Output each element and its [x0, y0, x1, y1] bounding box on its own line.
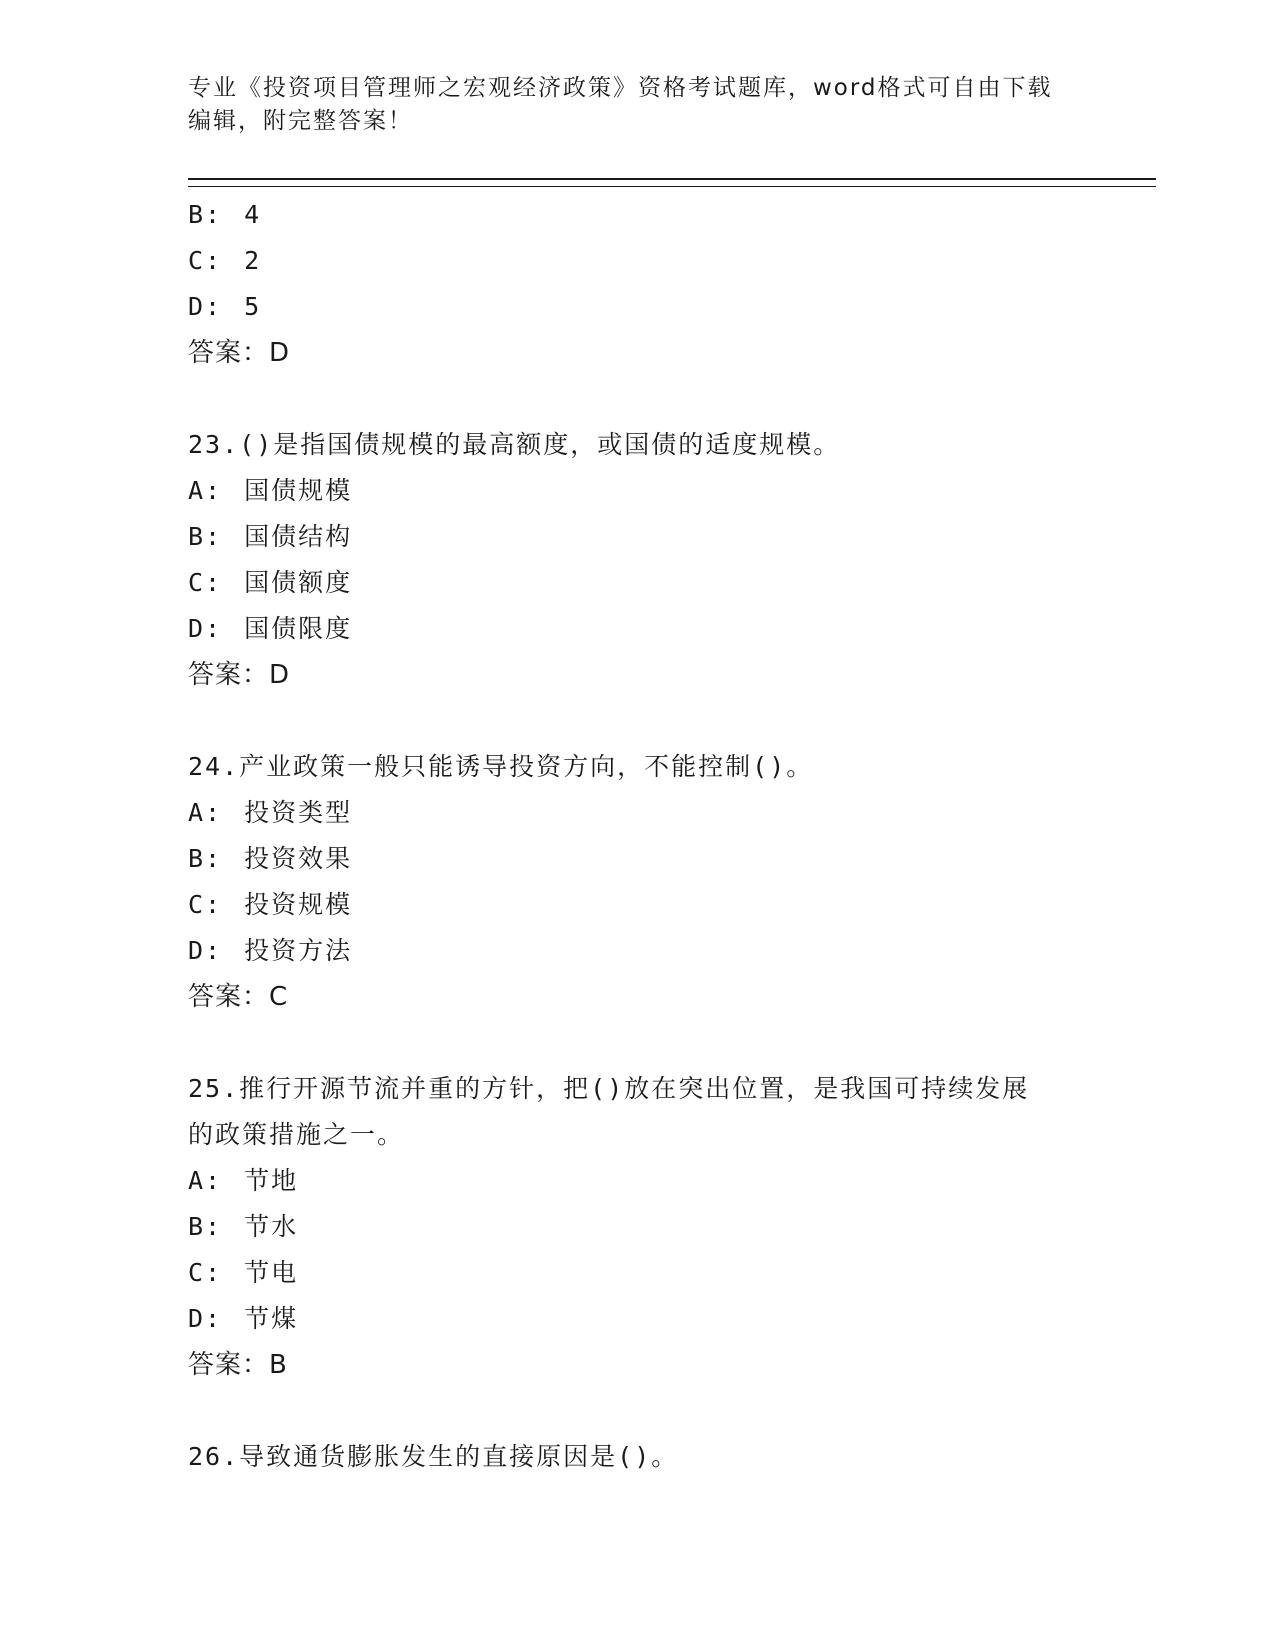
question-stem: 23.()是指国债规模的最高额度，或国债的适度规模。 — [188, 430, 841, 459]
option-b: B: 投资效果 — [188, 844, 353, 873]
option-d: D: 国债限度 — [188, 614, 353, 643]
option-b: B: 4 — [188, 200, 262, 229]
option-a: A: 节地 — [188, 1166, 299, 1195]
option-d: D: 节煤 — [188, 1304, 299, 1333]
header-divider — [188, 178, 1156, 187]
answer-line: 答案：B — [188, 1350, 288, 1380]
document-header — [188, 72, 1068, 138]
question-stem: 26.导致通货膨胀发生的直接原因是()。 — [188, 1442, 679, 1471]
option-c: C: 投资规模 — [188, 890, 353, 919]
question-26 — [188, 1434, 1088, 1480]
answer-line: 答案：D — [188, 338, 291, 368]
question-stem: 25.推行开源节流并重的方针，把()放在突出位置，是我国可持续发展的政策措施之一。 — [188, 1074, 1030, 1149]
option-b: B: 节水 — [188, 1212, 299, 1241]
option-d: D: 投资方法 — [188, 936, 353, 965]
answer-line: 答案：D — [188, 660, 291, 690]
option-c: C: 国债额度 — [188, 568, 353, 597]
question-fragment — [188, 192, 1088, 376]
question-23 — [188, 422, 1088, 698]
question-24 — [188, 744, 1088, 1020]
option-c: C: 节电 — [188, 1258, 299, 1287]
question-25 — [188, 1066, 1088, 1388]
option-a: A: 国债规模 — [188, 476, 353, 505]
option-b: B: 国债结构 — [188, 522, 353, 551]
option-a: A: 投资类型 — [188, 798, 353, 827]
option-c: C: 2 — [188, 246, 262, 275]
question-list — [188, 192, 1088, 1480]
header-text: 专业《投资项目管理师之宏观经济政策》资格考试题库，word格式可自由下载编辑，附完整答案！ — [188, 75, 1053, 134]
answer-line: 答案：C — [188, 982, 289, 1012]
question-stem: 24.产业政策一般只能诱导投资方向，不能控制()。 — [188, 752, 814, 781]
option-d: D: 5 — [188, 292, 262, 321]
